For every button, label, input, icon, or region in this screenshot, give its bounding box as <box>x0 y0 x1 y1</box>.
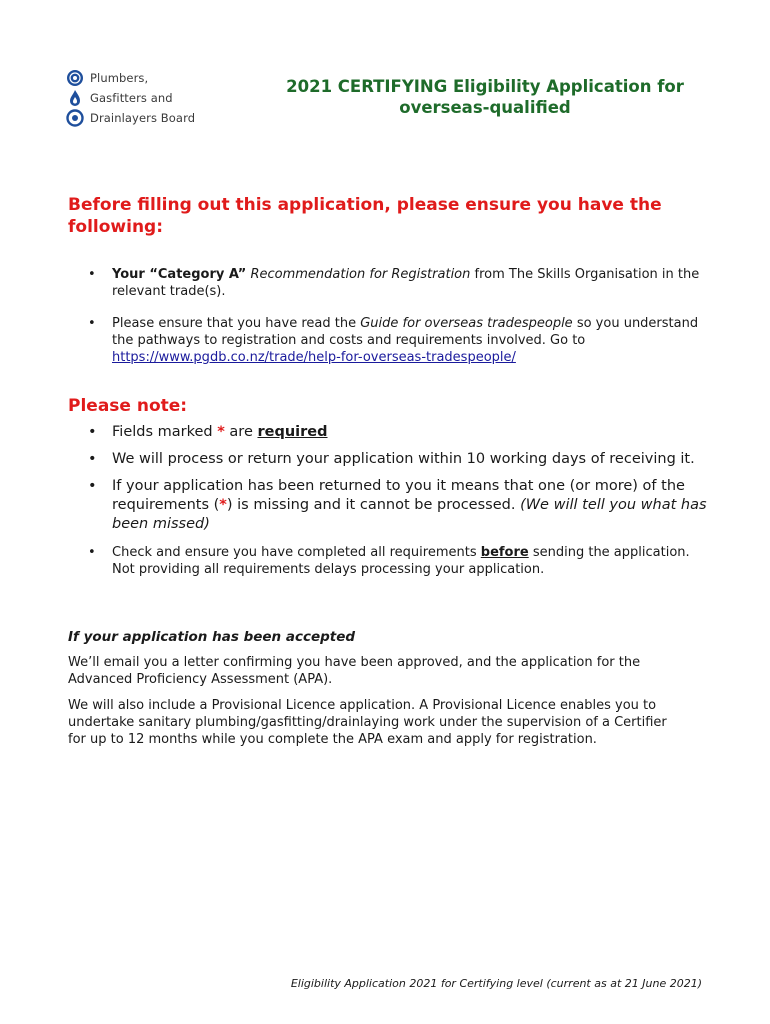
check-pre: Check and ensure you have completed all requirements <box>112 545 477 560</box>
before-item-guide <box>68 315 708 366</box>
accepted-paragraph-1: We’ll email you a letter confirming you have been approved, and the application for the Advanced Proficiency Assessment (APA). <box>68 655 641 687</box>
returned-post: ) is missing and it cannot be processed. <box>226 497 516 513</box>
check-bold: before <box>480 545 529 560</box>
note-item-required <box>68 423 708 442</box>
accepted-heading: If your application has been accepted <box>68 629 356 645</box>
returned-pre: If your application has been returned to you it means that one (or more) of the requirements ( <box>112 478 685 513</box>
logo-row-2 <box>66 88 196 108</box>
water-ring-icon <box>66 109 84 127</box>
note-item-check <box>68 544 708 578</box>
required-star: * <box>217 424 225 440</box>
logo-row-1 <box>66 68 196 88</box>
logo-text-line1: Plumbers, <box>90 71 149 85</box>
note-heading: Please note: <box>68 396 188 416</box>
returned-star: * <box>219 497 227 513</box>
note-item-returned <box>68 477 708 534</box>
accepted-paragraph-2: We will also include a Provisional Licence application. A Provisional Licence enables you to undertake sanitary plumbing/gasfitting/drainlaying work under the supervision of a Certifier for up to 12 months while you complete the APA exam and apply for registration. <box>68 698 667 747</box>
category-a-bold: Your “Category A” <box>112 267 247 282</box>
document-title <box>255 76 715 118</box>
flame-icon <box>66 89 84 107</box>
recommendation-italic: Recommendation for Registration <box>250 267 471 282</box>
guide-italic: Guide for overseas tradespeople <box>360 316 573 331</box>
required-mid: are <box>229 424 253 440</box>
before-heading: Before filling out this application, please ensure you have the following: <box>68 195 662 237</box>
accepted-section <box>68 629 688 757</box>
required-bold: required <box>257 424 328 440</box>
note-section <box>68 395 708 578</box>
required-pre: Fields marked <box>112 424 213 440</box>
category-a-rest: from The Skills Organisation in the relevant trade(s). <box>112 267 700 299</box>
page-footer: Eligibility Application 2021 for Certifying level (current as at 21 June 2021) <box>290 977 702 990</box>
pgdb-logo <box>66 68 196 130</box>
guide-post: so you understand the pathways to registration and costs and requirements involved. Go to <box>112 316 699 348</box>
check-post: sending the application. Not providing all requirements delays processing your application. <box>112 545 690 577</box>
guide-pre: Please ensure that you have read the <box>112 316 357 331</box>
logo-text-line3: Drainlayers Board <box>90 111 196 125</box>
note-item-processing: • We will process or return your application within 10 working days of receiving it. <box>68 450 708 469</box>
returned-italic: (We will tell you what has been missed) <box>112 497 707 532</box>
title-line-2: overseas-qualified <box>399 98 571 117</box>
globe-icon <box>66 69 84 87</box>
title-line-1: 2021 CERTIFYING Eligibility Application for <box>286 77 684 96</box>
logo-text-line2: Gasfitters and <box>90 91 173 105</box>
before-item-category-a <box>68 266 708 300</box>
guide-link[interactable]: https://www.pgdb.co.nz/trade/help-for-overseas-tradespeople/ <box>112 350 516 365</box>
logo-row-3 <box>66 108 196 128</box>
before-section <box>68 194 708 366</box>
